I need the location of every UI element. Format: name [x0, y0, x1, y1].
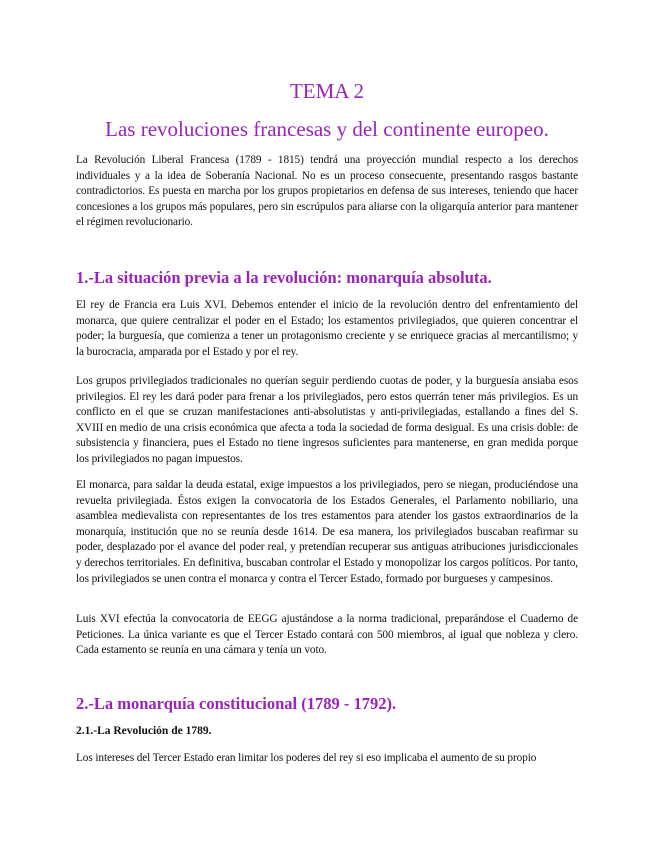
document-subtitle: Las revoluciones francesas y del continente europeo. [105, 117, 549, 141]
section-1-paragraph-4: Luis XVI efectúa la convocatoria de EEGG ajustándose a la norma tradicional, preparándose el Cuaderno de Peticiones. La única variante es que el Tercer Estado contará con 500 miembros, al igual que nobleza y clero. Cada estamento se reunía en una cámara y tenía un voto. [76, 613, 578, 657]
intro-paragraph: La Revolución Liberal Francesa (1789 - 1815) tendrá una proyección mundial respecto a los derechos individuales y a la idea de Soberanía Nacional. No es un proceso consecuente, presentando rasgos bastante contradictorios. Es puesta en marcha por los grupos propietarios en defensa de sus intereses, teniendo que hacer concesiones a los grupos más populares, pero sin escrúpulos para aliarse con la oligarquía anterior para mantener el régimen revolucionario. [76, 154, 578, 229]
section-2-1-heading: 2.1.-La Revolución de 1789. [76, 725, 212, 737]
section-1-paragraph-3: El monarca, para saldar la deuda estatal, exige impuestos a los privilegiados, pero se niegan, produciéndose una revuelta privilegiada. Éstos exigen la convocatoria de los Estados Generales, el Parlamento nobiliario, una asamblea medievalista con representantes de los tres estamentos para atender los gastos extraordinarios de la monarquía, institución que no se reunía desde 1614. De esa manera, los privilegiados buscaban reafirmar su poder, desplazado por el avance del poder real, y pretendían recuperar sus antiguas atribuciones jurisdiccionales y derechos territoriales. En definitiva, buscaban controlar el Estado y monopolizar los cargos políticos. Por tanto, los privilegiados se unen contra el monarca y contra el Tercer Estado, formado por burgueses y campesinos. [76, 479, 578, 585]
section-2-heading: 2.-La monarquía constitucional (1789 - 1792). [76, 694, 397, 713]
document-title: TEMA 2 [289, 79, 365, 103]
section-1-paragraph-1: El rey de Francia era Luis XVI. Debemos entender el inicio de la revolución dentro del enfrentamiento del monarca, que quiere centralizar el poder en el Estado; los estamentos privilegiados, que quieren concentrar el poder; la burguesía, que comienza a tener un protagonismo creciente y se enriquece gracias al mercantilismo; y la burocracia, amparada por el Estado y por el rey. [76, 299, 578, 358]
section-1-paragraph-2: Los grupos privilegiados tradicionales no querían seguir perdiendo cuotas de poder, y la burguesía ansiaba esos privilegios. El rey les dará poder para frenar a los privilegiados, pero estos querrán tener más privilegios. Es un conflicto en el que se cruzan manifestaciones anti-absolutistas y anti-privilegiadas, estallando a fines del S. XVIII en medio de una crisis económica que afecta a toda la sociedad de forma desigual. Es una crisis doble: de subsistencia y financiera, pues el Estado no tiene ingresos suficientes para mantenerse, en gran medida porque los privilegiados no pagan impuestos. [76, 375, 578, 465]
section-2-1-paragraph-1: Los intereses del Tercer Estado eran limitar los poderes del rey si eso implicaba el aumento de su propio [76, 752, 537, 764]
section-1-heading: 1.-La situación previa a la revolución: monarquía absoluta. [76, 268, 492, 287]
